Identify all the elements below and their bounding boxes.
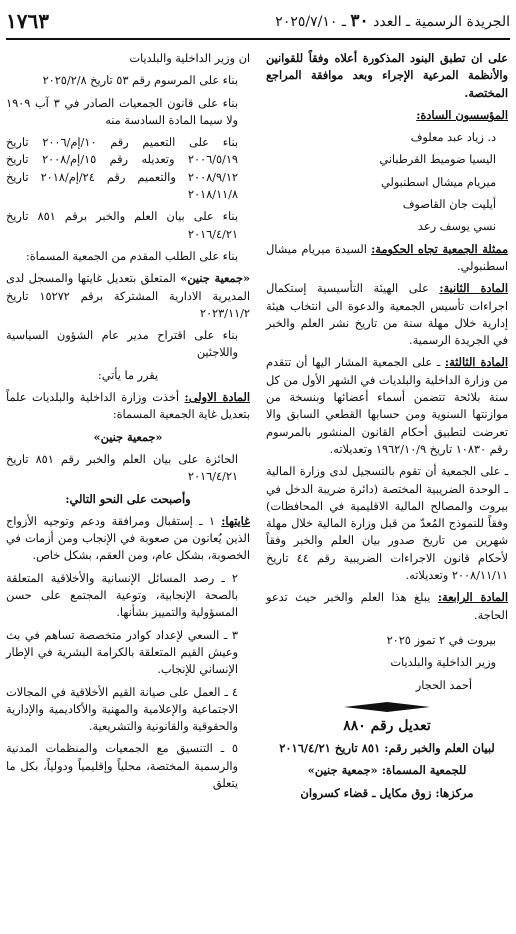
section-divider: [266, 702, 508, 712]
representative: [266, 241, 508, 276]
basis-decree: بناء على المرسوم رقم ٥٣ تاريخ ٢٠٢٥/٢/٨: [42, 74, 238, 88]
right-column: [266, 50, 508, 926]
signature-title: وزير الداخلية والبلديات: [390, 656, 496, 670]
founders-title: المؤسسون السادة:: [416, 107, 508, 122]
signature-place: بيروت في ٢ تموز ٢٠٢٥: [386, 633, 496, 647]
amendment-line-2: للجمعية المسماة: «جمعية جنين»: [307, 763, 467, 778]
representative-name: السيدة ميريام ميشال اسطنبولي.: [266, 242, 508, 273]
goal-1-text: ١ ـ إستقبال ومرافقة ودعم وتوجيه الأزواج الذين يُعانون من صعوبة في الإنجاب ومن أزمات في الخصوبة، بشكل عام، ومن العقم، بشكل خاص.: [6, 514, 250, 563]
goal-4: ٤ ـ العمل على صيانة القيم الأخلاقية في المجالات الاجتماعية والإعلامية والمهنية والأكاديمية والإدارية والحقوقية والقانونية والتشريعية.: [6, 685, 238, 734]
divider-ornament: [344, 702, 430, 712]
minister-line: ان وزير الداخلية والبلديات: [129, 52, 250, 65]
request-rest: المتعلق بتعديل غايتها والمسجل لدى المديرية الادارية المشتركة برقم ١٥٢٧٢ تاريخ ٢٠٢٣/١١/٢: [6, 272, 251, 320]
article-1-label: المادة الاولى:: [184, 390, 250, 405]
request-assoc-name: «جمعية جنين»: [180, 271, 251, 286]
title-prefix: الجريدة الرسمية ـ العدد: [373, 14, 510, 30]
article-3-text-2: ـ على الجمعية أن تقوم بالتسجيل لدى وزارة المالية ـ الوحدة الضريبية المختصة (دائرة ضريبة الدخل في بيروت والمصالح المالية الاقليمية في المحافظات) وفقاً للنموذج المُعدّ من قبل وزارة المالية خلال مهلة شهرين من تاريخ صدور بيان العلم والخبر وفقاً لأحكام قانون الاجراءات الضريبية رقم ٤٤ تاريخ ٢٠٠٨/١١/١١ وتعديلاته.: [266, 465, 508, 583]
article-3: [266, 354, 508, 458]
decides-line: يقرر ما يأتي:: [97, 368, 159, 382]
basis-statement: بناء على بيان العلم والخبر برقم ٨٥١ تاريخ ٢٠١٦/٤/٢١: [6, 210, 238, 241]
article-1-text: أخذت وزارة الداخلية والبلديات علماً بتعديل غاية الجمعية المسماة:: [6, 391, 250, 422]
article-4: [266, 589, 508, 624]
basis-law: بناء على قانون الجمعيات الصادر في ٣ آب ١٩٠٩ ولا سيما المادة السادسة منه: [6, 96, 238, 127]
goal-1: [6, 513, 250, 565]
article-2-text: على الهيئة التأسيسية إستكمال اجراءات تأسيس الجمعية والدعوة الى انتخاب هيئة إدارية خلال مهلة سنة من تاريخ نشر العلم والخبر في الجريدة الرسمية.: [266, 282, 508, 348]
issue-number: ٣٠: [350, 11, 369, 31]
basis-request: بناء على الطلب المقدم من الجمعية المسماة:: [25, 249, 238, 263]
representative-label: ممثلة الجمعية تجاه الحكومة:: [371, 241, 509, 256]
association-name: «جمعية جنين»: [93, 429, 163, 444]
intro-paragraph: على ان تطبق البنود المذكورة أعلاه وفقاً للقوانين والأنظمة المرعية الإجراء وبعد موافقة المراجع المختصة.: [266, 51, 508, 100]
article-1-text-2: الحائزة على بيان العلم والخبر رقم ٨٥١ تاريخ ٢٠١٦/٤/٢١: [6, 452, 238, 484]
article-4-label: المادة الرابعة:: [437, 590, 508, 605]
page-header: [6, 8, 510, 34]
article-2: [266, 280, 508, 349]
amendment-line-1: لبيان العلم والخبر رقم: ٨٥١ تاريخ ٢٠١٦/٤/٢١: [279, 741, 495, 756]
founder-4: أيليت جان القاصوف: [402, 198, 496, 212]
left-column: [6, 50, 250, 926]
article-1: [6, 389, 250, 424]
became-heading: وأصبحت على النحو التالي:: [65, 491, 191, 506]
basis-circular: بناء على التعميم رقم ١٠/إم/٢٠٠٦ تاريخ ٢٠٠٦/٥/١٩ وتعديله رقم ١٥/إم/٢٠٠٨ تاريخ ٢٠٠٨/٩/١٢ والتعميم رقم ٢٤/إم/٢٠١٨ تاريخ ٢٠١٨/١١/٨: [6, 136, 239, 202]
founder-3: ميريام ميشال اسطنبولي: [380, 175, 496, 189]
basis-proposal: بناء على اقتراح مدير عام الشؤون السياسية واللاجئين: [6, 329, 238, 360]
goals-label: غايتها:: [221, 513, 250, 528]
article-4-text: يبلغ هذا العلم والخبر حيث تدعو الحاجة.: [266, 591, 508, 622]
basis-request-details: [6, 270, 250, 322]
founder-2: اليسيا ضوميط القرطباني: [379, 153, 496, 167]
goal-2: ٢ ـ رصد المسائل الإنسانية والأخلاقية المتعلقة بالصحة الإنجابية، وتوعية المجتمع على حسن المسؤولية والتمييز بشأنها.: [6, 571, 238, 620]
header-rule: [6, 38, 510, 40]
amendment-line-3: مركزها: زوق مكايل ـ قضاء كسروان: [300, 785, 474, 800]
goal-5: ٥ ـ التنسيق مع الجمعيات والمنظمات المدنية والرسمية المختصة، محلياً وإقليمياً ودولياً، بكل ما يتعلق: [6, 742, 238, 790]
article-2-label: المادة الثانية:: [439, 281, 509, 296]
article-3-text: ـ على الجمعية المشار اليها أن تتقدم من وزارة الداخلية والبلديات في الشهر الأول من كل سنة بلائحة تتضمن أسماء أعضائها وبنسخة من موازنتها السنوية ومن حسابها القطعي السابق والا تعرضت لتطبيق أحكام القانون المنشور بالمرسوم رقم ١٠٨٣٠ تاريخ ١٩٦٢/١٠/٩ وتعديلاته.: [266, 356, 508, 456]
goal-3: ٣ ـ السعي لإعداد كوادر متخصصة تساهم في بث وعيش القيم المتعلقة بالكرامة البشرية في الإطار الإنساني للإنجاب.: [6, 628, 238, 677]
founder-1: د. زياد عبد معلوف: [410, 131, 496, 145]
founder-5: نسي يوسف رعد: [417, 220, 496, 234]
page-number: ١٧٦٣: [6, 9, 49, 33]
gazette-title: [275, 11, 510, 31]
article-3-label: المادة الثالثة:: [444, 355, 508, 370]
issue-date: ـ ٢٠٢٥/٧/١٠: [275, 14, 346, 30]
amendment-title: تعديل رقم ٨٨٠: [343, 717, 431, 734]
signature-name: أحمد الحجار: [415, 678, 472, 692]
